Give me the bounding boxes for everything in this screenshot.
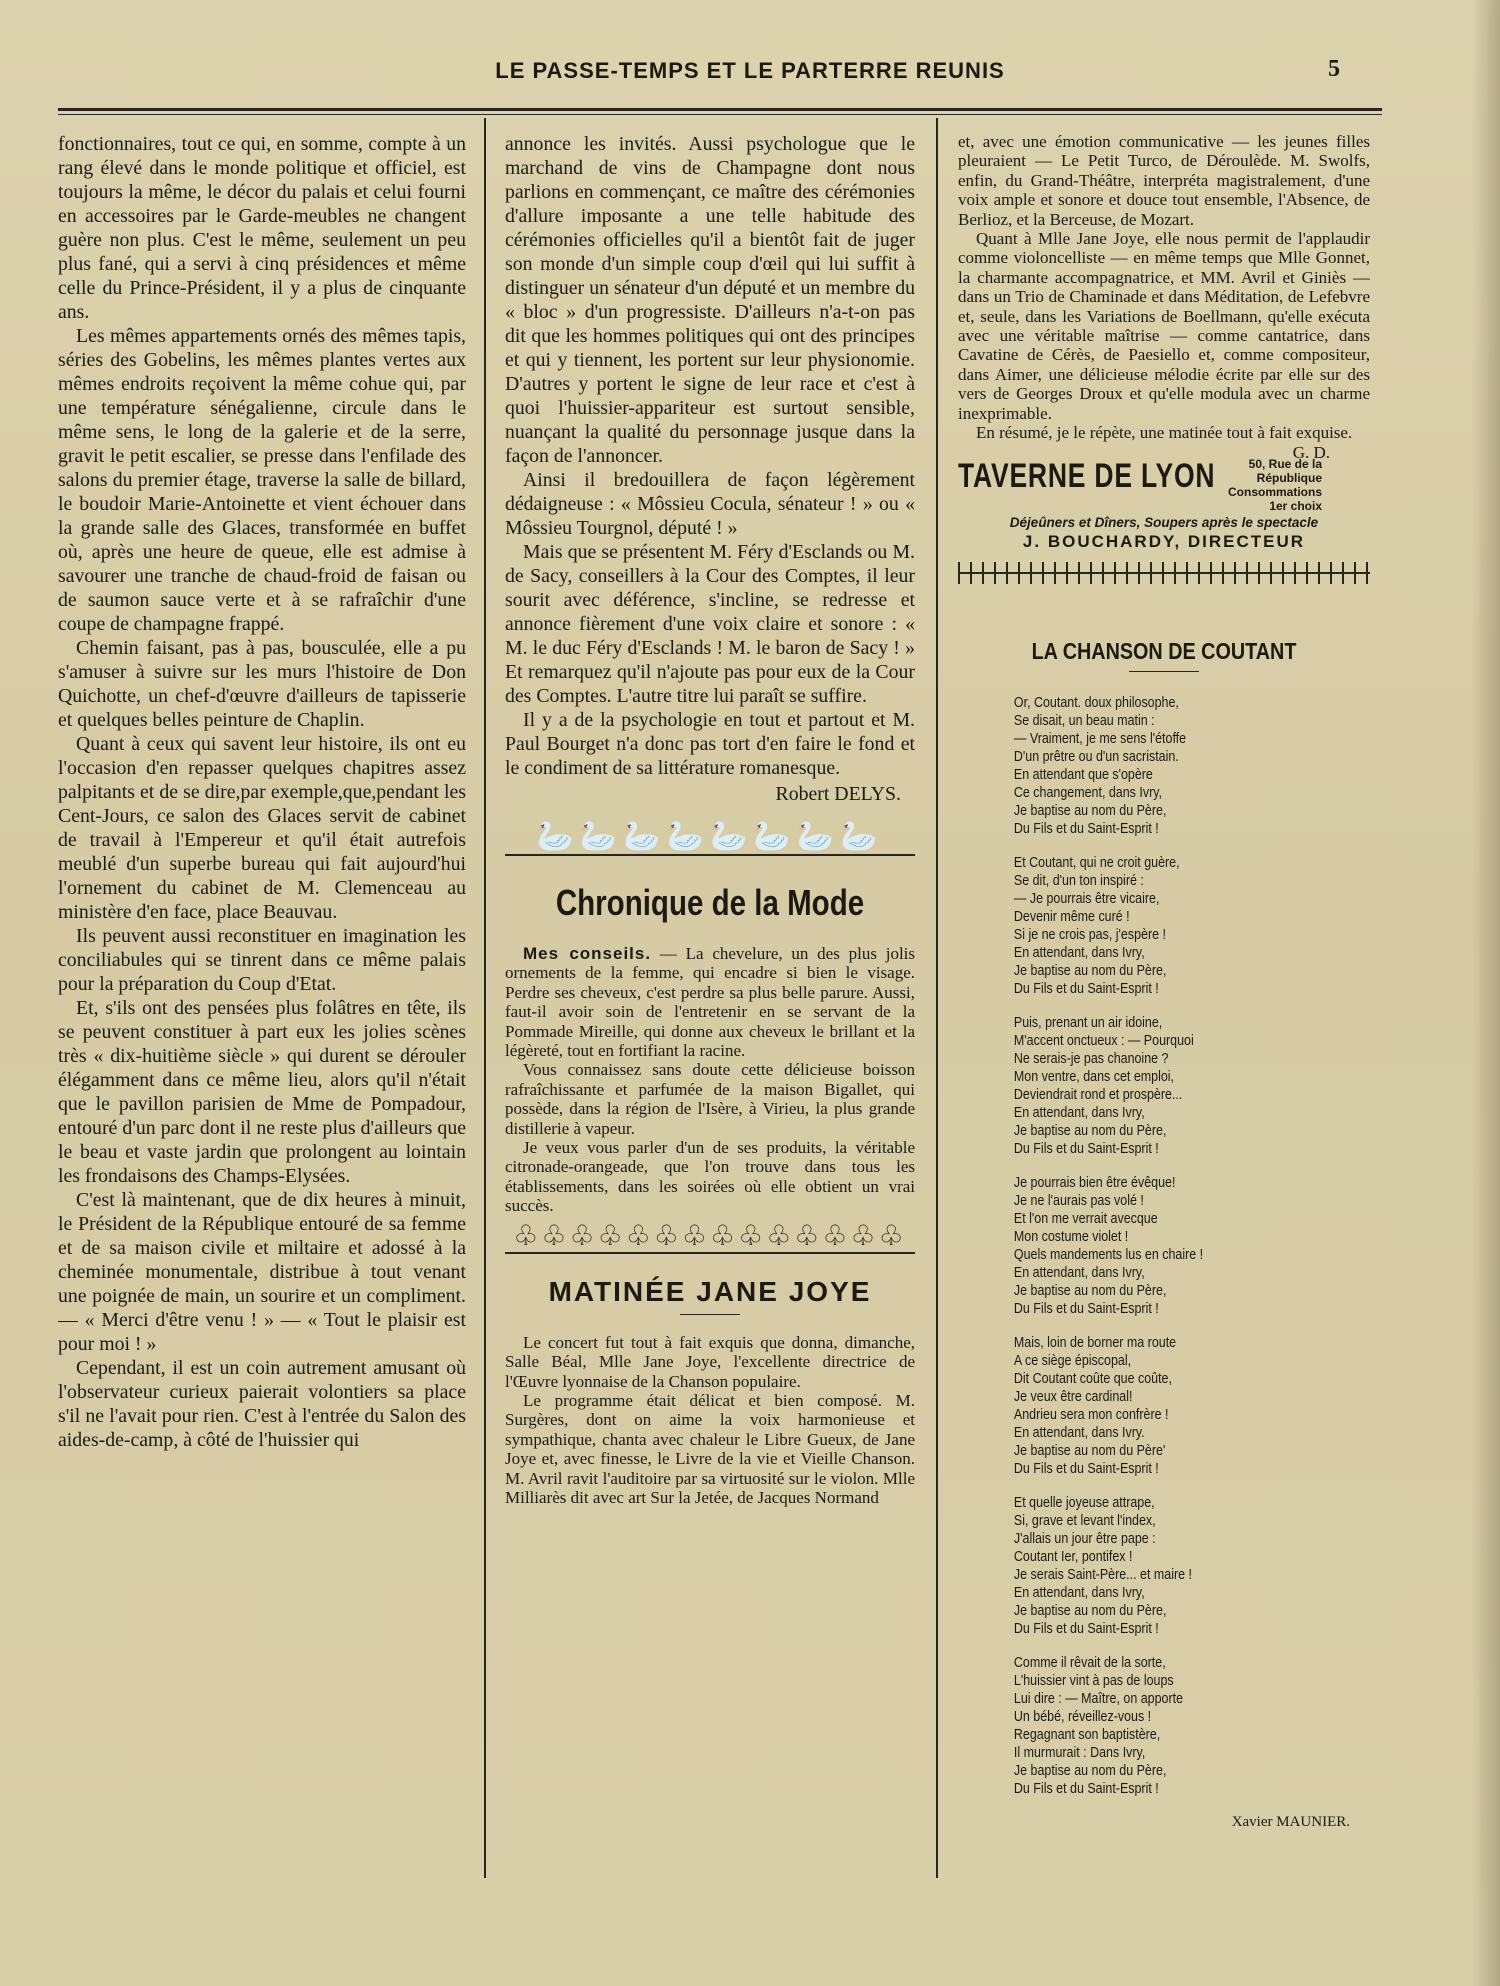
song-line: L'huissier vint à pas de loups	[1013, 1672, 1174, 1689]
song-line: Regagnant son baptistère,	[1013, 1726, 1161, 1743]
song-line: Andrieu sera mon confrère !	[1013, 1406, 1169, 1423]
song-line: Je veux être cardinal!	[1013, 1388, 1133, 1405]
heading-rule	[680, 1314, 740, 1315]
column-2	[505, 132, 915, 1862]
song-stanza	[1014, 854, 1312, 998]
song-line: D'un prêtre ou d'un sacristain.	[1013, 748, 1179, 765]
song-line: Du Fils et du Saint-Esprit !	[1013, 1620, 1159, 1637]
song-line: Du Fils et du Saint-Esprit !	[1013, 1140, 1159, 1157]
header-rule	[58, 108, 1382, 111]
song-line: En attendant, dans Ivry,	[1013, 1264, 1145, 1281]
song-line: Je pourrais bien être évêque!	[1013, 1174, 1176, 1191]
paragraph-text: En résumé, je le répète, une matinée tout à fait exquise.	[976, 423, 1353, 443]
song-line: Je baptise au nom du Père,	[1013, 802, 1167, 819]
paragraph: Cependant, il est un coin autrement amusant où l'observateur curieux paierait volontiers sa place s'il ne l'avait pour rien. C'est à l'entrée du Salon des aides-de-camp, à côté de l'huissier qui	[58, 1357, 466, 1451]
ad-name: TAVERNE DE LYON	[958, 456, 1216, 495]
song-line: Je serais Saint-Père... et maire !	[1013, 1566, 1193, 1583]
song-line: J'allais un jour être pape :	[1013, 1530, 1156, 1547]
page-edge-shadow	[1472, 0, 1500, 1986]
column-divider	[484, 118, 486, 1878]
matinee-review	[505, 1333, 915, 1508]
paragraph: Vous connaissez sans doute cette délicieuse boisson rafraîchissante et parfumée de la maison Bigallet, qui possède, dans la région de l'Isère, à Virieu, la plus grande distillerie à vapeur.	[505, 1060, 915, 1138]
paragraph: Le concert fut tout à fait exquis que donna, dimanche, Salle Béal, Mlle Jane Joye, l'excellente directrice de l'Œuvre lyonnaise de la Chanson populaire.	[505, 1332, 915, 1391]
song-line: Coutant Ier, pontifex !	[1013, 1548, 1133, 1565]
song-line: Puis, prenant un air idoine,	[1013, 1014, 1163, 1031]
song-line: Si je ne crois pas, j'espère !	[1013, 926, 1166, 943]
song-line: — Je pourrais être vicaire,	[1013, 890, 1160, 907]
song-line: A ce siège épiscopal,	[1013, 1352, 1132, 1369]
song-line: Du Fils et du Saint-Esprit !	[1013, 1460, 1159, 1477]
paragraph: C'est là maintenant, que de dix heures à minuit, le Président de la République entouré de sa femme et de sa maison civile et miltaire et adossé à la cheminée monumentale, distribue à tout venant une poignée de main, un sourire et un compliment. — « Merci d'être venu ! » — « Tout le plaisir est pour moi ! »	[58, 1189, 466, 1355]
song-line: Se dit, d'un ton inspiré :	[1013, 872, 1144, 889]
mode-lead: Mes conseils.	[523, 944, 652, 963]
taverne-advertisement	[958, 457, 1370, 586]
ad-header	[958, 456, 1323, 513]
ad-services: Déjeûners et Dîners, Soupers après le spectacle	[1009, 514, 1319, 530]
song-line: Se disait, un beau matin :	[1013, 712, 1155, 729]
ad-director: J. BOUCHARDY, DIRECTEUR	[1022, 531, 1306, 551]
paragraph: Quant à ceux qui savent leur histoire, ils ont eu l'occasion d'en repasser quelques chapitres assez palpitants et de se dire,par exemple,que,pendant les Cent-Jours, ce salon des Glaces servit de cabinet de travail à l'Empereur et qu'il était autrefois meublé d'un superbe bureau qui fait aujourd'hui l'ornement du cabinet de M. Clemenceau au ministère d'en face, place Beauvau.	[58, 733, 466, 923]
song-line: Mais, loin de borner ma route	[1013, 1334, 1177, 1351]
song-line: En attendant que s'opère	[1013, 766, 1153, 783]
mode-heading: Chronique de la Mode	[555, 882, 865, 923]
song-line: Mon costume violet !	[1013, 1228, 1129, 1245]
song-line: Du Fils et du Saint-Esprit !	[1013, 1300, 1159, 1317]
running-title: LE PASSE-TEMPS ET LE PARTERRE REUNIS	[495, 58, 1005, 83]
paragraph: annonce les invités. Aussi psychologue que le marchand de vins de Champagne dont nous parlions en commençant, ce maître des cérémonies d'allure imposante a une telle habitude des cérémonies officielles qu'il a bientôt fait de juger son monde d'un simple coup d'œil qui lui suffit à distinguer un sénateur d'un député et un membre du « bloc » d'un progressiste. D'ailleurs n'a-t-on pas dit que les hommes politiques qui ont des principes et qui y tiennent, les portent sur leur physionomie. D'autres y portent le signe de leur race et c'est à quoi l'huissier-appariteur est surtout sensible, nuançant la qualité du personnage jusque dans la façon de l'annoncer.	[505, 133, 915, 467]
song-line: Et Coutant, qui ne croit guère,	[1013, 854, 1180, 871]
paragraph: Chemin faisant, pas à pas, bousculée, elle a pu s'amuser à suivre sur les murs l'histoire de Don Quichotte, un chef-d'œuvre d'ailleurs de tapisserie et quelques belles peinture de Chaplin.	[58, 637, 466, 731]
paragraph: Ainsi il bredouillera de façon légèrement dédaigneuse : « Môssieu Cocula, sénateur ! » ou « Môssieu Tourgnol, député ! »	[505, 469, 915, 539]
page-number: 5	[1328, 56, 1340, 82]
article-continuation	[505, 132, 915, 806]
song-line: Or, Coutant. doux philosophe,	[1013, 694, 1179, 711]
song-line: Et quelle joyeuse attrape,	[1013, 1494, 1155, 1511]
song-line: En attendant, dans Ivry.	[1013, 1424, 1145, 1441]
song-line: En attendant, dans Ivry,	[1013, 1104, 1145, 1121]
ad-quality: Consommations 1er choix	[1228, 484, 1323, 513]
song-line: Je ne l'aurais pas volé !	[1013, 1192, 1144, 1209]
song-line: Devenir même curé !	[1013, 908, 1130, 925]
swan-ornament: 🦢🦢🦢🦢🦢🦢🦢🦢	[505, 820, 915, 856]
song-stanza	[1014, 1334, 1312, 1478]
song-stanza	[1014, 1014, 1312, 1158]
song-lyrics	[958, 694, 1312, 1798]
song-line: Lui dire : — Maître, on apporte	[1013, 1690, 1184, 1707]
mode-chronicle	[505, 944, 915, 1216]
song-line: En attendant, dans Ivry,	[1013, 944, 1145, 961]
paragraph: Ils peuvent aussi reconstituer en imagination les conciliabules qui se tinrent dans ce même palais pour la préparation du Coup d'Etat.	[58, 925, 466, 995]
column-1	[58, 132, 466, 1862]
ad-address-block	[1228, 457, 1322, 513]
matinee-heading: MATINÉE JANE JOYE	[548, 1275, 872, 1307]
paragraph: et, avec une émotion communicative — les jeunes filles pleuraient — Le Petit Turco, de Déroulède. M. Swolfs, enfin, du Grand-Théâtre, interpréta magistralement, d'une voix ample et sonore et douce tout ensemble, l'Absence, de Berlioz, et la Berceuse, de Mozart.	[958, 132, 1370, 229]
heading-rule	[1129, 671, 1199, 672]
song-line: Quels mandements lus en chaire !	[1013, 1246, 1204, 1263]
song-line: Un bébé, réveillez-vous !	[1013, 1708, 1152, 1725]
song-line: Ne serais-je pas chanoine ?	[1013, 1050, 1169, 1067]
song-stanza	[1014, 1654, 1312, 1798]
paragraph: Mais que se présentent M. Féry d'Esclands ou M. de Sacy, conseillers à la Cour des Comptes, il leur sourit avec déférence, s'incline, se redresse et annonce fièrement d'une voix claire et sonore : « M. le duc Féry d'Esclands ! M. le baron de Sacy ! » Et remarquez qu'il n'ajoute pas pour eux de la Cour des Comptes. L'autre titre lui paraît se suffire.	[505, 541, 915, 707]
paragraph: fonctionnaires, tout ce qui, en somme, compte à un rang élevé dans le monde politique et officiel, est toujours la même, le décor du palais et celui fourni en accessoires par le Garde-meubles ne changent guère non plus. C'est le même, seulement un peu plus fané, qui a servi à cinq présidences et même celle du Prince-Président, il y a plus de cinquante ans.	[58, 133, 466, 323]
ad-decorative-border	[958, 560, 1370, 586]
paragraph: Il y a de la psychologie en tout et partout et M. Paul Bourget n'a donc pas tort d'en faire le fond et le condiment de sa littérature romanesque.	[505, 709, 915, 779]
song-line: Du Fils et du Saint-Esprit !	[1013, 820, 1159, 837]
song-line: Si, grave et levant l'index,	[1013, 1512, 1156, 1529]
song-line: Je baptise au nom du Père,	[1013, 1602, 1167, 1619]
song-stanza	[1014, 1174, 1312, 1318]
paragraph: Le programme était délicat et bien composé. M. Surgères, dont on aime la voix harmonieuse et sympathique, chanta avec chaleur le Libre Gueux, de Jane Joye et, avec finesse, le Livre de la vie et Vieille Chanson. M. Avril ravit l'auditoire par sa virtuosité sur le violon. Mlle Milliarès dit avec art Sur la Jetée, de Jacques Normand	[505, 1390, 915, 1507]
heart-ornament: ♧♧♧♧♧♧♧♧♧♧♧♧♧♧	[505, 1222, 915, 1254]
song-line: Deviendrait rond et prospère...	[1013, 1086, 1183, 1103]
paragraph	[958, 423, 1370, 462]
column-divider	[936, 118, 938, 1878]
paragraph: Et, s'ils ont des pensées plus folâtres en tête, ils se peuvent constituer à part eux les jolies scènes très « dix-huitième siècle » qui durent se dérouler élégamment dans ce même lieu, alors qu'il n'était que le pavillon parisien de Mme de Pompadour, entouré d'un parc dont il ne reste plus d'ailleurs que le beau et vaste jardin que prolongent au lointain les frondaisons des Champs-Elysées.	[58, 997, 466, 1187]
song-line: Je baptise au nom du Père,	[1013, 1762, 1167, 1779]
matinee-review-continued	[958, 132, 1370, 462]
paragraph: Les mêmes appartements ornés des mêmes tapis, séries des Gobelins, les mêmes plantes vertes aux mêmes endroits reçoivent la même cohue qui, par une température sénégalienne, circule dans le même sens, le long de la galerie et de la serre, gravit le petit escalier, se presse dans l'enfilade des salons du premier étage, traverse la salle de billard, le boudoir Marie-Antoinette et vient échouer dans la grande salle des Glaces, transformée en buffet où, après une heure de queue, elle est admise à savourer une tranche de chaud-froid de faisan ou de saumon sauce verte et à se rafraîchir d'une coupe de champagne frappé.	[58, 325, 466, 635]
song-line: En attendant, dans Ivry,	[1013, 1584, 1145, 1601]
paragraph-text: — La chevelure, un des plus jolis ornements de la femme, qui encadre si bien le visage. Perdre ses cheveux, c'est perdre sa plus belle parure. Aussi, faut-il avoir soin de l'entretenir en se servant de la Pommade Mireille, qui donne aux cheveux le brillant et la légèreté, tout en fortifiant la racine.	[505, 944, 915, 1061]
song-line: Je baptise au nom du Père,	[1013, 962, 1167, 979]
song-line: M'accent onctueux : — Pourquoi	[1013, 1032, 1194, 1049]
song-stanza	[1014, 694, 1312, 838]
song-line: Ce changement, dans Ivry,	[1013, 784, 1163, 801]
song-line: Mon ventre, dans cet emploi,	[1013, 1068, 1175, 1085]
column-3	[958, 132, 1370, 1862]
paragraph	[505, 944, 915, 1060]
song-line: Dit Coutant coûte que coûte,	[1013, 1370, 1172, 1387]
song-line: — Vraiment, je me sens l'étoffe	[1013, 730, 1187, 747]
ad-address: 50, Rue de la République	[1248, 456, 1323, 485]
header-rule-thin	[58, 114, 1382, 115]
article-signature: Robert DELYS.	[775, 783, 901, 805]
paragraph: Je veux vous parler d'un de ses produits, la véritable citronade-orangeade, que l'on trouve dans tous les établissements, dans les soirées où elle obtient un vrai succès.	[505, 1138, 915, 1216]
song-line: Du Fils et du Saint-Esprit !	[1013, 1780, 1159, 1797]
song-line: Je baptise au nom du Père,	[1013, 1122, 1167, 1139]
song-line: Du Fils et du Saint-Esprit !	[1013, 980, 1159, 997]
song-author: Xavier MAUNIER.	[1231, 1813, 1350, 1830]
song-line: Il murmurait : Dans Ivry,	[1013, 1744, 1146, 1761]
song-stanza	[1014, 1494, 1312, 1638]
song-line: Je baptise au nom du Père'	[1013, 1442, 1166, 1459]
song-line: Comme il rêvait de la sorte,	[1013, 1654, 1166, 1671]
song-line: Et l'on me verrait avecque	[1013, 1210, 1158, 1227]
song-line: Je baptise au nom du Père,	[1013, 1282, 1167, 1299]
paragraph: Quant à Mlle Jane Joye, elle nous permit de l'applaudir comme violoncelliste — en même temps que Mlle Gonnet, la charmante accompagnatrice, et MM. Avril et Giniès — dans un Trio de Chaminade et dans Méditation, de Lefebvre et, seule, dans les Variations de Boellmann, qu'elle exécuta avec une véritable maîtrise — comme cantatrice, dans Cavatine de Cérès, de Paesiello et, comme compositeur, dans Aimer, une délicieuse mélodie écrite par elle sur des vers de Georges Droux et qu'elle modula avec un charme inexprimable.	[958, 229, 1370, 423]
review-signature: G. D.	[1292, 442, 1330, 462]
song-title: LA CHANSON DE COUTANT	[1031, 637, 1297, 664]
